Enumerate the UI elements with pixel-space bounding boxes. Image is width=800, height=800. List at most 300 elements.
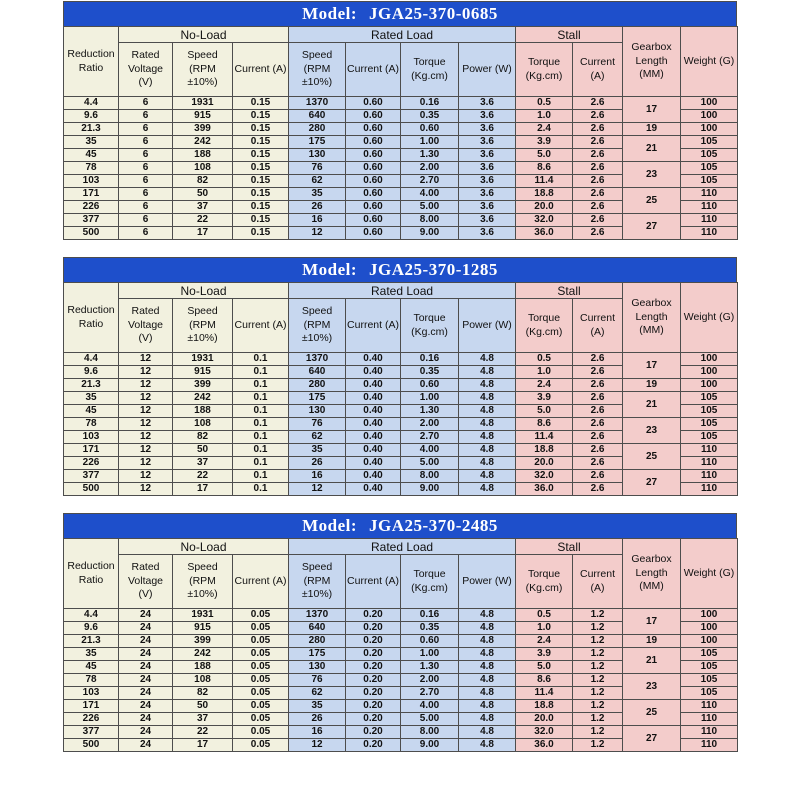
rated-voltage-cell: 24 xyxy=(119,609,173,622)
rated-voltage-cell: 12 xyxy=(119,470,173,483)
spec-row xyxy=(64,418,738,431)
spec-table xyxy=(63,538,738,752)
rated-voltage-cell: 6 xyxy=(119,227,173,240)
rated-voltage-cell: 12 xyxy=(119,444,173,457)
spec-table-body xyxy=(64,353,738,496)
rated-voltage-cell: 12 xyxy=(119,405,173,418)
rated-current-cell: 0.60 xyxy=(346,227,401,240)
power-cell: 4.8 xyxy=(459,379,516,392)
rated-torque-cell: 2.00 xyxy=(401,674,459,687)
stall-current-cell: 2.6 xyxy=(573,188,623,201)
weight-cell: 105 xyxy=(681,648,738,661)
gearbox-length-cell: 17 xyxy=(623,97,681,123)
rated-speed-cell: 16 xyxy=(289,726,346,739)
rated-torque-cell: 0.16 xyxy=(401,97,459,110)
model-number: JGA25-370-1285 xyxy=(369,260,498,279)
header-stall-torque: Torque (Kg.cm) xyxy=(516,555,573,609)
header-group-no-load: No-Load xyxy=(119,539,289,555)
rated-current-cell: 0.20 xyxy=(346,674,401,687)
gearbox-length-cell: 27 xyxy=(623,726,681,752)
model-label: Model: xyxy=(302,260,358,279)
no-load-current-cell: 0.1 xyxy=(233,392,289,405)
rated-current-cell: 0.40 xyxy=(346,366,401,379)
no-load-speed-cell: 399 xyxy=(173,123,233,136)
power-cell: 4.8 xyxy=(459,418,516,431)
rated-current-cell: 0.40 xyxy=(346,379,401,392)
rated-torque-cell: 1.00 xyxy=(401,392,459,405)
rated-voltage-cell: 24 xyxy=(119,622,173,635)
rated-torque-cell: 1.30 xyxy=(401,405,459,418)
rated-current-cell: 0.20 xyxy=(346,622,401,635)
no-load-current-cell: 0.1 xyxy=(233,431,289,444)
rated-torque-cell: 1.30 xyxy=(401,661,459,674)
weight-cell: 110 xyxy=(681,457,738,470)
rated-voltage-cell: 12 xyxy=(119,457,173,470)
weight-cell: 110 xyxy=(681,214,738,227)
gearbox-length-cell: 19 xyxy=(623,123,681,136)
power-cell: 3.6 xyxy=(459,123,516,136)
stall-current-cell: 2.6 xyxy=(573,201,623,214)
stall-torque-cell: 11.4 xyxy=(516,175,573,188)
reduction-ratio-cell: 9.6 xyxy=(64,366,119,379)
no-load-current-cell: 0.05 xyxy=(233,726,289,739)
no-load-speed-cell: 22 xyxy=(173,214,233,227)
rated-current-cell: 0.20 xyxy=(346,739,401,752)
header-group-stall: Stall xyxy=(516,27,623,43)
rated-voltage-cell: 6 xyxy=(119,214,173,227)
no-load-speed-cell: 1931 xyxy=(173,353,233,366)
gearbox-length-cell: 25 xyxy=(623,444,681,470)
rated-current-cell: 0.60 xyxy=(346,188,401,201)
model-title-bar xyxy=(63,257,737,282)
power-cell: 4.8 xyxy=(459,661,516,674)
rated-current-cell: 0.60 xyxy=(346,214,401,227)
rated-current-cell: 0.40 xyxy=(346,353,401,366)
stall-current-cell: 2.6 xyxy=(573,379,623,392)
rated-speed-cell: 62 xyxy=(289,175,346,188)
weight-cell: 110 xyxy=(681,188,738,201)
rated-voltage-cell: 12 xyxy=(119,483,173,496)
no-load-speed-cell: 82 xyxy=(173,431,233,444)
header-rated-torque: Torque (Kg.cm) xyxy=(401,43,459,97)
rated-voltage-cell: 12 xyxy=(119,353,173,366)
rated-current-cell: 0.60 xyxy=(346,136,401,149)
stall-current-cell: 1.2 xyxy=(573,700,623,713)
rated-current-cell: 0.40 xyxy=(346,444,401,457)
weight-cell: 110 xyxy=(681,713,738,726)
no-load-current-cell: 0.15 xyxy=(233,97,289,110)
no-load-current-cell: 0.15 xyxy=(233,136,289,149)
rated-current-cell: 0.60 xyxy=(346,149,401,162)
stall-torque-cell: 20.0 xyxy=(516,457,573,470)
weight-cell: 105 xyxy=(681,661,738,674)
reduction-ratio-cell: 35 xyxy=(64,648,119,661)
power-cell: 4.8 xyxy=(459,470,516,483)
rated-voltage-cell: 6 xyxy=(119,123,173,136)
stall-current-cell: 2.6 xyxy=(573,457,623,470)
no-load-speed-cell: 108 xyxy=(173,162,233,175)
rated-current-cell: 0.60 xyxy=(346,162,401,175)
rated-speed-cell: 280 xyxy=(289,635,346,648)
spec-row xyxy=(64,648,738,661)
weight-cell: 110 xyxy=(681,700,738,713)
rated-speed-cell: 175 xyxy=(289,392,346,405)
power-cell: 4.8 xyxy=(459,739,516,752)
no-load-speed-cell: 188 xyxy=(173,149,233,162)
power-cell: 4.8 xyxy=(459,674,516,687)
weight-cell: 105 xyxy=(681,175,738,188)
rated-speed-cell: 16 xyxy=(289,214,346,227)
rated-current-cell: 0.60 xyxy=(346,201,401,214)
rated-torque-cell: 1.00 xyxy=(401,648,459,661)
rated-torque-cell: 4.00 xyxy=(401,444,459,457)
gearbox-length-cell: 17 xyxy=(623,353,681,379)
stall-torque-cell: 2.4 xyxy=(516,635,573,648)
rated-speed-cell: 280 xyxy=(289,379,346,392)
spec-row xyxy=(64,700,738,713)
stall-current-cell: 2.6 xyxy=(573,149,623,162)
reduction-ratio-cell: 4.4 xyxy=(64,609,119,622)
stall-torque-cell: 32.0 xyxy=(516,214,573,227)
weight-cell: 110 xyxy=(681,201,738,214)
reduction-ratio-cell: 103 xyxy=(64,431,119,444)
stall-torque-cell: 0.5 xyxy=(516,97,573,110)
weight-cell: 105 xyxy=(681,674,738,687)
header-no-load-current: Current (A) xyxy=(233,299,289,353)
spec-table xyxy=(63,282,738,496)
no-load-current-cell: 0.15 xyxy=(233,162,289,175)
rated-speed-cell: 76 xyxy=(289,674,346,687)
rated-torque-cell: 9.00 xyxy=(401,739,459,752)
reduction-ratio-cell: 500 xyxy=(64,483,119,496)
rated-current-cell: 0.20 xyxy=(346,648,401,661)
stall-torque-cell: 8.6 xyxy=(516,162,573,175)
no-load-speed-cell: 82 xyxy=(173,175,233,188)
reduction-ratio-cell: 171 xyxy=(64,700,119,713)
reduction-ratio-cell: 226 xyxy=(64,201,119,214)
weight-cell: 100 xyxy=(681,379,738,392)
stall-torque-cell: 11.4 xyxy=(516,431,573,444)
header-rated-current: Current (A) xyxy=(346,43,401,97)
no-load-current-cell: 0.1 xyxy=(233,483,289,496)
stall-torque-cell: 18.8 xyxy=(516,700,573,713)
header-group-rated-load: Rated Load xyxy=(289,27,516,43)
rated-torque-cell: 9.00 xyxy=(401,227,459,240)
power-cell: 3.6 xyxy=(459,175,516,188)
header-group-no-load: No-Load xyxy=(119,283,289,299)
spec-table-body xyxy=(64,97,738,240)
no-load-speed-cell: 242 xyxy=(173,392,233,405)
rated-speed-cell: 640 xyxy=(289,366,346,379)
gearbox-length-cell: 25 xyxy=(623,700,681,726)
spec-row xyxy=(64,726,738,739)
header-power: Power (W) xyxy=(459,299,516,353)
rated-current-cell: 0.40 xyxy=(346,470,401,483)
header-group-stall: Stall xyxy=(516,283,623,299)
no-load-speed-cell: 915 xyxy=(173,366,233,379)
rated-speed-cell: 1370 xyxy=(289,97,346,110)
rated-current-cell: 0.20 xyxy=(346,609,401,622)
header-gearbox-length: Gearbox Length (MM) xyxy=(623,27,681,97)
weight-cell: 105 xyxy=(681,162,738,175)
stall-torque-cell: 0.5 xyxy=(516,353,573,366)
rated-torque-cell: 0.35 xyxy=(401,622,459,635)
stall-current-cell: 1.2 xyxy=(573,609,623,622)
no-load-speed-cell: 17 xyxy=(173,739,233,752)
rated-speed-cell: 130 xyxy=(289,661,346,674)
rated-current-cell: 0.40 xyxy=(346,483,401,496)
rated-current-cell: 0.20 xyxy=(346,700,401,713)
rated-current-cell: 0.20 xyxy=(346,635,401,648)
weight-cell: 105 xyxy=(681,431,738,444)
spec-row xyxy=(64,470,738,483)
spec-row xyxy=(64,136,738,149)
stall-current-cell: 2.6 xyxy=(573,110,623,123)
stall-current-cell: 2.6 xyxy=(573,366,623,379)
rated-voltage-cell: 12 xyxy=(119,431,173,444)
no-load-current-cell: 0.1 xyxy=(233,353,289,366)
stall-torque-cell: 1.0 xyxy=(516,110,573,123)
reduction-ratio-cell: 45 xyxy=(64,405,119,418)
stall-torque-cell: 36.0 xyxy=(516,739,573,752)
reduction-ratio-cell: 377 xyxy=(64,214,119,227)
rated-current-cell: 0.40 xyxy=(346,457,401,470)
rated-speed-cell: 26 xyxy=(289,201,346,214)
rated-torque-cell: 5.00 xyxy=(401,201,459,214)
header-group-no-load: No-Load xyxy=(119,27,289,43)
header-rated-speed: Speed (RPM ±10%) xyxy=(289,555,346,609)
spec-row xyxy=(64,392,738,405)
stall-torque-cell: 3.9 xyxy=(516,648,573,661)
rated-speed-cell: 1370 xyxy=(289,609,346,622)
stall-torque-cell: 32.0 xyxy=(516,470,573,483)
stall-current-cell: 2.6 xyxy=(573,214,623,227)
stall-torque-cell: 1.0 xyxy=(516,622,573,635)
power-cell: 4.8 xyxy=(459,622,516,635)
rated-voltage-cell: 6 xyxy=(119,201,173,214)
model-table-1285 xyxy=(63,257,737,496)
rated-current-cell: 0.60 xyxy=(346,123,401,136)
rated-voltage-cell: 24 xyxy=(119,687,173,700)
header-weight: Weight (G) xyxy=(681,27,738,97)
header-rated-voltage: Rated Voltage (V) xyxy=(119,299,173,353)
reduction-ratio-cell: 45 xyxy=(64,149,119,162)
stall-torque-cell: 20.0 xyxy=(516,201,573,214)
stall-current-cell: 2.6 xyxy=(573,97,623,110)
header-no-load-speed: Speed (RPM ±10%) xyxy=(173,299,233,353)
no-load-speed-cell: 50 xyxy=(173,444,233,457)
stall-torque-cell: 5.0 xyxy=(516,149,573,162)
gearbox-length-cell: 21 xyxy=(623,392,681,418)
reduction-ratio-cell: 171 xyxy=(64,444,119,457)
power-cell: 4.8 xyxy=(459,700,516,713)
spec-row xyxy=(64,97,738,110)
model-number: JGA25-370-0685 xyxy=(369,4,498,23)
no-load-current-cell: 0.1 xyxy=(233,379,289,392)
header-reduction-ratio: Reduction Ratio xyxy=(64,27,119,97)
reduction-ratio-cell: 377 xyxy=(64,470,119,483)
weight-cell: 110 xyxy=(681,227,738,240)
stall-current-cell: 2.6 xyxy=(573,470,623,483)
no-load-current-cell: 0.1 xyxy=(233,366,289,379)
rated-torque-cell: 4.00 xyxy=(401,188,459,201)
power-cell: 4.8 xyxy=(459,648,516,661)
rated-torque-cell: 2.70 xyxy=(401,431,459,444)
stall-torque-cell: 36.0 xyxy=(516,483,573,496)
stall-torque-cell: 3.9 xyxy=(516,136,573,149)
no-load-current-cell: 0.1 xyxy=(233,470,289,483)
rated-speed-cell: 280 xyxy=(289,123,346,136)
rated-torque-cell: 4.00 xyxy=(401,700,459,713)
rated-torque-cell: 1.00 xyxy=(401,136,459,149)
stall-current-cell: 1.2 xyxy=(573,635,623,648)
header-stall-torque: Torque (Kg.cm) xyxy=(516,299,573,353)
no-load-speed-cell: 37 xyxy=(173,201,233,214)
rated-voltage-cell: 24 xyxy=(119,713,173,726)
no-load-speed-cell: 50 xyxy=(173,188,233,201)
weight-cell: 110 xyxy=(681,483,738,496)
no-load-current-cell: 0.05 xyxy=(233,687,289,700)
spec-table xyxy=(63,26,738,240)
rated-speed-cell: 12 xyxy=(289,227,346,240)
rated-torque-cell: 0.16 xyxy=(401,353,459,366)
no-load-current-cell: 0.05 xyxy=(233,713,289,726)
stall-current-cell: 2.6 xyxy=(573,418,623,431)
stall-current-cell: 2.6 xyxy=(573,136,623,149)
rated-current-cell: 0.40 xyxy=(346,405,401,418)
reduction-ratio-cell: 377 xyxy=(64,726,119,739)
gearbox-length-cell: 21 xyxy=(623,136,681,162)
no-load-current-cell: 0.1 xyxy=(233,444,289,457)
rated-speed-cell: 62 xyxy=(289,687,346,700)
no-load-current-cell: 0.15 xyxy=(233,123,289,136)
rated-voltage-cell: 12 xyxy=(119,366,173,379)
header-stall-current: Current (A) xyxy=(573,299,623,353)
no-load-speed-cell: 22 xyxy=(173,726,233,739)
stall-torque-cell: 0.5 xyxy=(516,609,573,622)
power-cell: 3.6 xyxy=(459,201,516,214)
spec-row xyxy=(64,609,738,622)
rated-speed-cell: 640 xyxy=(289,622,346,635)
reduction-ratio-cell: 21.3 xyxy=(64,123,119,136)
rated-voltage-cell: 6 xyxy=(119,110,173,123)
rated-voltage-cell: 6 xyxy=(119,149,173,162)
spec-row xyxy=(64,214,738,227)
power-cell: 4.8 xyxy=(459,713,516,726)
reduction-ratio-cell: 78 xyxy=(64,418,119,431)
rated-voltage-cell: 24 xyxy=(119,700,173,713)
stall-current-cell: 1.2 xyxy=(573,687,623,700)
no-load-current-cell: 0.1 xyxy=(233,418,289,431)
no-load-speed-cell: 17 xyxy=(173,483,233,496)
reduction-ratio-cell: 103 xyxy=(64,175,119,188)
weight-cell: 105 xyxy=(681,149,738,162)
no-load-current-cell: 0.05 xyxy=(233,609,289,622)
reduction-ratio-cell: 78 xyxy=(64,674,119,687)
weight-cell: 110 xyxy=(681,739,738,752)
header-reduction-ratio: Reduction Ratio xyxy=(64,539,119,609)
rated-voltage-cell: 6 xyxy=(119,188,173,201)
reduction-ratio-cell: 35 xyxy=(64,136,119,149)
reduction-ratio-cell: 9.6 xyxy=(64,110,119,123)
gearbox-length-cell: 21 xyxy=(623,648,681,674)
rated-voltage-cell: 12 xyxy=(119,392,173,405)
stall-torque-cell: 36.0 xyxy=(516,227,573,240)
reduction-ratio-cell: 9.6 xyxy=(64,622,119,635)
weight-cell: 100 xyxy=(681,353,738,366)
gearbox-length-cell: 23 xyxy=(623,674,681,700)
stall-current-cell: 2.6 xyxy=(573,405,623,418)
rated-torque-cell: 2.70 xyxy=(401,175,459,188)
rated-torque-cell: 2.70 xyxy=(401,687,459,700)
stall-torque-cell: 32.0 xyxy=(516,726,573,739)
header-reduction-ratio: Reduction Ratio xyxy=(64,283,119,353)
header-gearbox-length: Gearbox Length (MM) xyxy=(623,283,681,353)
reduction-ratio-cell: 4.4 xyxy=(64,97,119,110)
rated-speed-cell: 175 xyxy=(289,136,346,149)
rated-current-cell: 0.20 xyxy=(346,687,401,700)
reduction-ratio-cell: 21.3 xyxy=(64,635,119,648)
rated-current-cell: 0.20 xyxy=(346,726,401,739)
stall-torque-cell: 2.4 xyxy=(516,379,573,392)
power-cell: 3.6 xyxy=(459,149,516,162)
no-load-current-cell: 0.1 xyxy=(233,405,289,418)
rated-current-cell: 0.60 xyxy=(346,110,401,123)
gearbox-length-cell: 23 xyxy=(623,418,681,444)
stall-current-cell: 2.6 xyxy=(573,392,623,405)
header-group-stall: Stall xyxy=(516,539,623,555)
no-load-speed-cell: 915 xyxy=(173,110,233,123)
stall-current-cell: 2.6 xyxy=(573,483,623,496)
header-no-load-speed: Speed (RPM ±10%) xyxy=(173,555,233,609)
rated-voltage-cell: 6 xyxy=(119,136,173,149)
power-cell: 4.8 xyxy=(459,609,516,622)
header-rated-voltage: Rated Voltage (V) xyxy=(119,555,173,609)
no-load-current-cell: 0.15 xyxy=(233,175,289,188)
rated-speed-cell: 76 xyxy=(289,162,346,175)
rated-torque-cell: 2.00 xyxy=(401,162,459,175)
power-cell: 4.8 xyxy=(459,444,516,457)
weight-cell: 105 xyxy=(681,687,738,700)
stall-torque-cell: 8.6 xyxy=(516,674,573,687)
header-power: Power (W) xyxy=(459,555,516,609)
no-load-speed-cell: 82 xyxy=(173,687,233,700)
rated-torque-cell: 0.35 xyxy=(401,366,459,379)
no-load-speed-cell: 37 xyxy=(173,713,233,726)
stall-current-cell: 2.6 xyxy=(573,123,623,136)
rated-speed-cell: 35 xyxy=(289,700,346,713)
reduction-ratio-cell: 21.3 xyxy=(64,379,119,392)
stall-torque-cell: 18.8 xyxy=(516,188,573,201)
header-rated-current: Current (A) xyxy=(346,555,401,609)
stall-current-cell: 2.6 xyxy=(573,162,623,175)
rated-voltage-cell: 24 xyxy=(119,726,173,739)
header-stall-torque: Torque (Kg.cm) xyxy=(516,43,573,97)
rated-speed-cell: 76 xyxy=(289,418,346,431)
header-gearbox-length: Gearbox Length (MM) xyxy=(623,539,681,609)
reduction-ratio-cell: 78 xyxy=(64,162,119,175)
power-cell: 3.6 xyxy=(459,97,516,110)
rated-voltage-cell: 24 xyxy=(119,661,173,674)
header-weight: Weight (G) xyxy=(681,539,738,609)
power-cell: 3.6 xyxy=(459,162,516,175)
stall-torque-cell: 8.6 xyxy=(516,418,573,431)
rated-speed-cell: 26 xyxy=(289,457,346,470)
rated-speed-cell: 12 xyxy=(289,483,346,496)
rated-voltage-cell: 24 xyxy=(119,648,173,661)
rated-torque-cell: 2.00 xyxy=(401,418,459,431)
stall-torque-cell: 20.0 xyxy=(516,713,573,726)
